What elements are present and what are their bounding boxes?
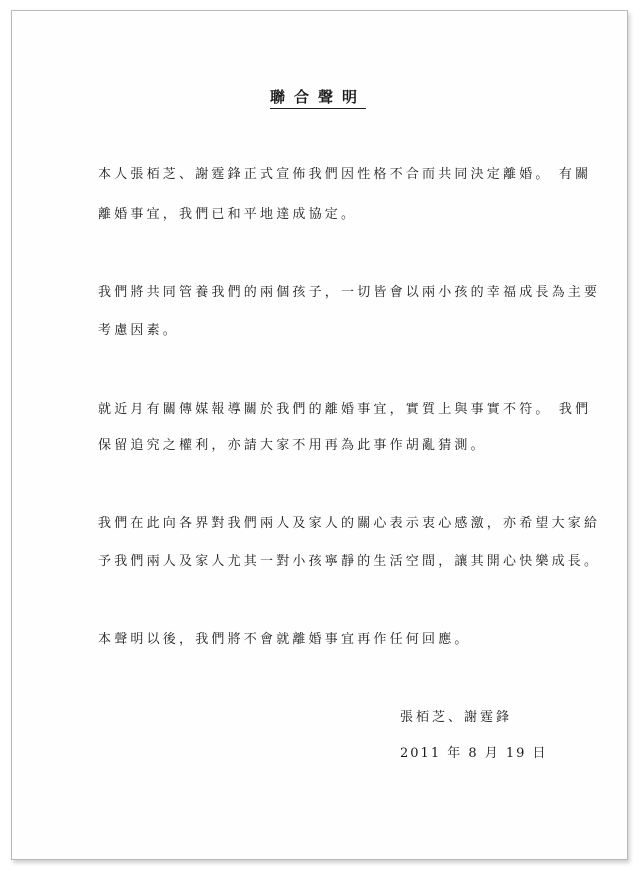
- paragraph-2-line-1: 我們將共同管養我們的兩個孩子，一切皆會以兩小孩的幸福成長為主要: [98, 285, 601, 300]
- paragraph-1-line-2: 離婚事宜，我們已和平地達成協定。: [98, 207, 358, 222]
- document-title: 聯合聲明: [270, 88, 366, 109]
- paragraph-4-line-1: 我們在此向各界對我們兩人及家人的關心表示衷心感激，亦希望大家給: [98, 516, 601, 531]
- paragraph-1-line-1: 本人張栢芝、謝霆鋒正式宣佈我們因性格不合而共同決定離婚。 有關: [98, 167, 592, 182]
- paper-sheet: [11, 10, 628, 860]
- paragraph-5-line-1: 本聲明以後，我們將不會就離婚事宜再作任何回應。: [98, 632, 471, 647]
- paragraph-3-line-1: 就近月有關傳媒報導關於我們的離婚事宜，實質上與事實不符。 我們: [98, 402, 592, 417]
- paragraph-4-line-2: 予我們兩人及家人尤其一對小孩寧靜的生活空間，讓其開心快樂成長。: [98, 554, 601, 569]
- signature-names: 張栢芝、謝霆鋒: [400, 710, 513, 725]
- signature-date: 2011 年 8 月 19 日: [400, 746, 548, 761]
- paragraph-2-line-2: 考慮因素。: [98, 323, 180, 338]
- paragraph-3-line-2: 保留追究之權利，亦請大家不用再為此事作胡亂猜測。: [98, 438, 487, 453]
